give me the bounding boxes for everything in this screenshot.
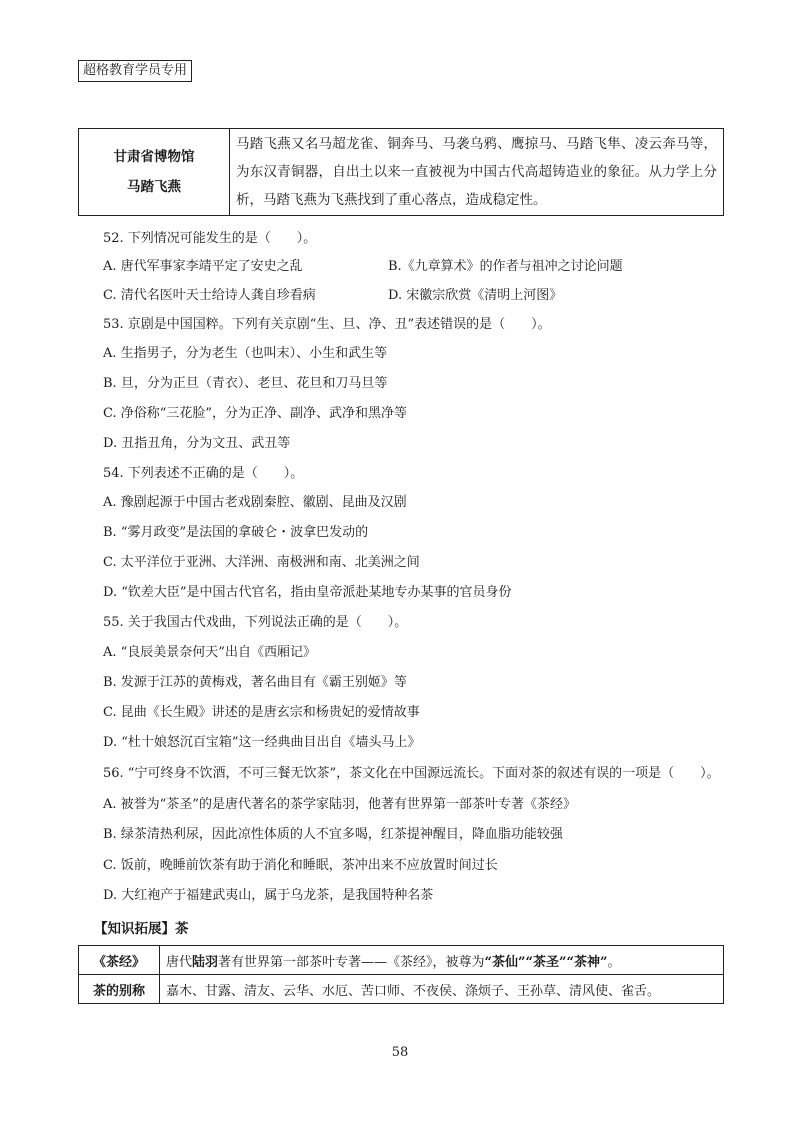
row1-pre: 唐代 [166, 954, 193, 970]
museum-name: 甘肃省博物馆 [113, 149, 195, 165]
artifact-description: 马踏飞燕又名马超龙雀、铜奔马、马袭乌鸦、鹰掠马、马踏飞隼、凌云奔马等，为东汉青铜器，自出土以来一直被视为中国古代高超铸造业的象征。从力学上分析，马踏飞燕为飞燕找到了重心落点，造成稳定性。 [230, 129, 724, 216]
q53-option-b: B. 旦，分为正旦（青衣）、老旦、花旦和刀马旦等 [103, 376, 388, 391]
knowledge-title: 【知识拓展】茶 [94, 921, 189, 937]
row1-end: 。 [607, 954, 621, 970]
q52-option-b: B.《九章算术》的作者与祖冲之讨论问题 [388, 259, 623, 274]
table-row [79, 129, 724, 216]
q55-option-d: D. “杜十娘怒沉百宝箱”这一经典曲目出自《墙头马上》 [103, 735, 421, 750]
q56-stem: 56. “宁可终身不饮酒，不可三餐无饮茶”，茶文化在中国源远流长。下面对茶的叙述有误的一项是（ ）。 [103, 766, 720, 781]
tea-aliases-key: 茶的别称 [79, 975, 160, 1004]
tea-classic-value [160, 946, 724, 975]
q54-option-d: D. “钦差大臣”是中国古代官名，指由皇帝派赴某地专办某事的官员身份 [103, 585, 512, 600]
row1-mid: 著有世界第一部茶叶专著——《茶经》，被尊为 [218, 954, 485, 970]
title-tea-immortal: “茶仙” [484, 954, 526, 970]
table-row [79, 975, 724, 1004]
q56-option-b: B. 绿茶清热利尿，因此凉性体质的人不宜多喝，红茶提神醒目，降血脂功能较强 [103, 827, 563, 842]
q53-stem: 53. 京剧是中国国粹。下列有关京剧“生、旦、净、丑”表述错误的是（ ）。 [103, 317, 551, 332]
page-number: 58 [391, 1045, 409, 1060]
q54-option-b: B. “雾月政变”是法国的拿破仑・波拿巴发动的 [103, 525, 369, 540]
q55-option-b: B. 发源于江苏的黄梅戏，著名曲目有《霸王别姬》等 [103, 675, 407, 690]
q52-option-a: A. 唐代军事家李靖平定了安史之乱 [103, 259, 303, 274]
q53-option-c: C. 净俗称“三花脸”，分为正净、副净、武净和黑净等 [103, 406, 408, 421]
q55-stem: 55. 关于我国古代戏曲，下列说法正确的是（ ）。 [103, 615, 408, 630]
title-tea-god: “茶神” [566, 954, 608, 970]
q56-option-a: A. 被誉为“茶圣”的是唐代著名的茶学家陆羽，他著有世界第一部茶叶专著《茶经》 [103, 797, 576, 812]
tea-classic-key: 《茶经》 [79, 946, 160, 975]
q52-stem: 52. 下列情况可能发生的是（ ）。 [103, 231, 317, 246]
q56-option-c: C. 饭前，晚睡前饮茶有助于消化和睡眠，茶冲出来不应放置时间过长 [103, 858, 498, 873]
q55-option-c: C. 昆曲《长生殿》讲述的是唐玄宗和杨贵妃的爱情故事 [103, 705, 420, 720]
q54-stem: 54. 下列表述不正确的是（ ）。 [103, 466, 304, 481]
q56-option-d: D. 大红袍产于福建武夷山，属于乌龙茶，是我国特种名茶 [103, 888, 434, 903]
q54-option-a: A. 豫剧起源于中国古老戏剧秦腔、徽剧、昆曲及汉剧 [103, 495, 407, 510]
title-tea-sage: “茶圣” [525, 954, 567, 970]
tea-aliases-value: 嘉木、甘露、清友、云华、水厄、苦口师、不夜侯、涤烦子、王孙草、清风使、雀舌。 [160, 975, 724, 1004]
q52-option-c: C. 清代名医叶天士给诗人龚自珍看病 [103, 288, 316, 303]
q53-option-d: D. 丑指丑角，分为文丑、武丑等 [103, 436, 291, 451]
table-row [79, 946, 724, 975]
museum-table [78, 128, 724, 216]
q54-option-c: C. 太平洋位于亚洲、大洋洲、南极洲和南、北美洲之间 [103, 555, 420, 570]
artifact-name: 马踏飞燕 [127, 179, 181, 195]
tea-knowledge-table [78, 945, 724, 1004]
q53-option-a: A. 生指男子，分为老生（也叫末）、小生和武生等 [103, 346, 388, 361]
museum-label-cell [79, 129, 230, 216]
header-label: 超格教育学员专用 [78, 60, 192, 82]
lu-yu-name: 陆羽 [192, 954, 219, 970]
q52-option-d: D. 宋徽宗欣赏《清明上河图》 [388, 288, 563, 303]
q55-option-a: A. “良辰美景奈何天”出自《西厢记》 [103, 645, 316, 660]
